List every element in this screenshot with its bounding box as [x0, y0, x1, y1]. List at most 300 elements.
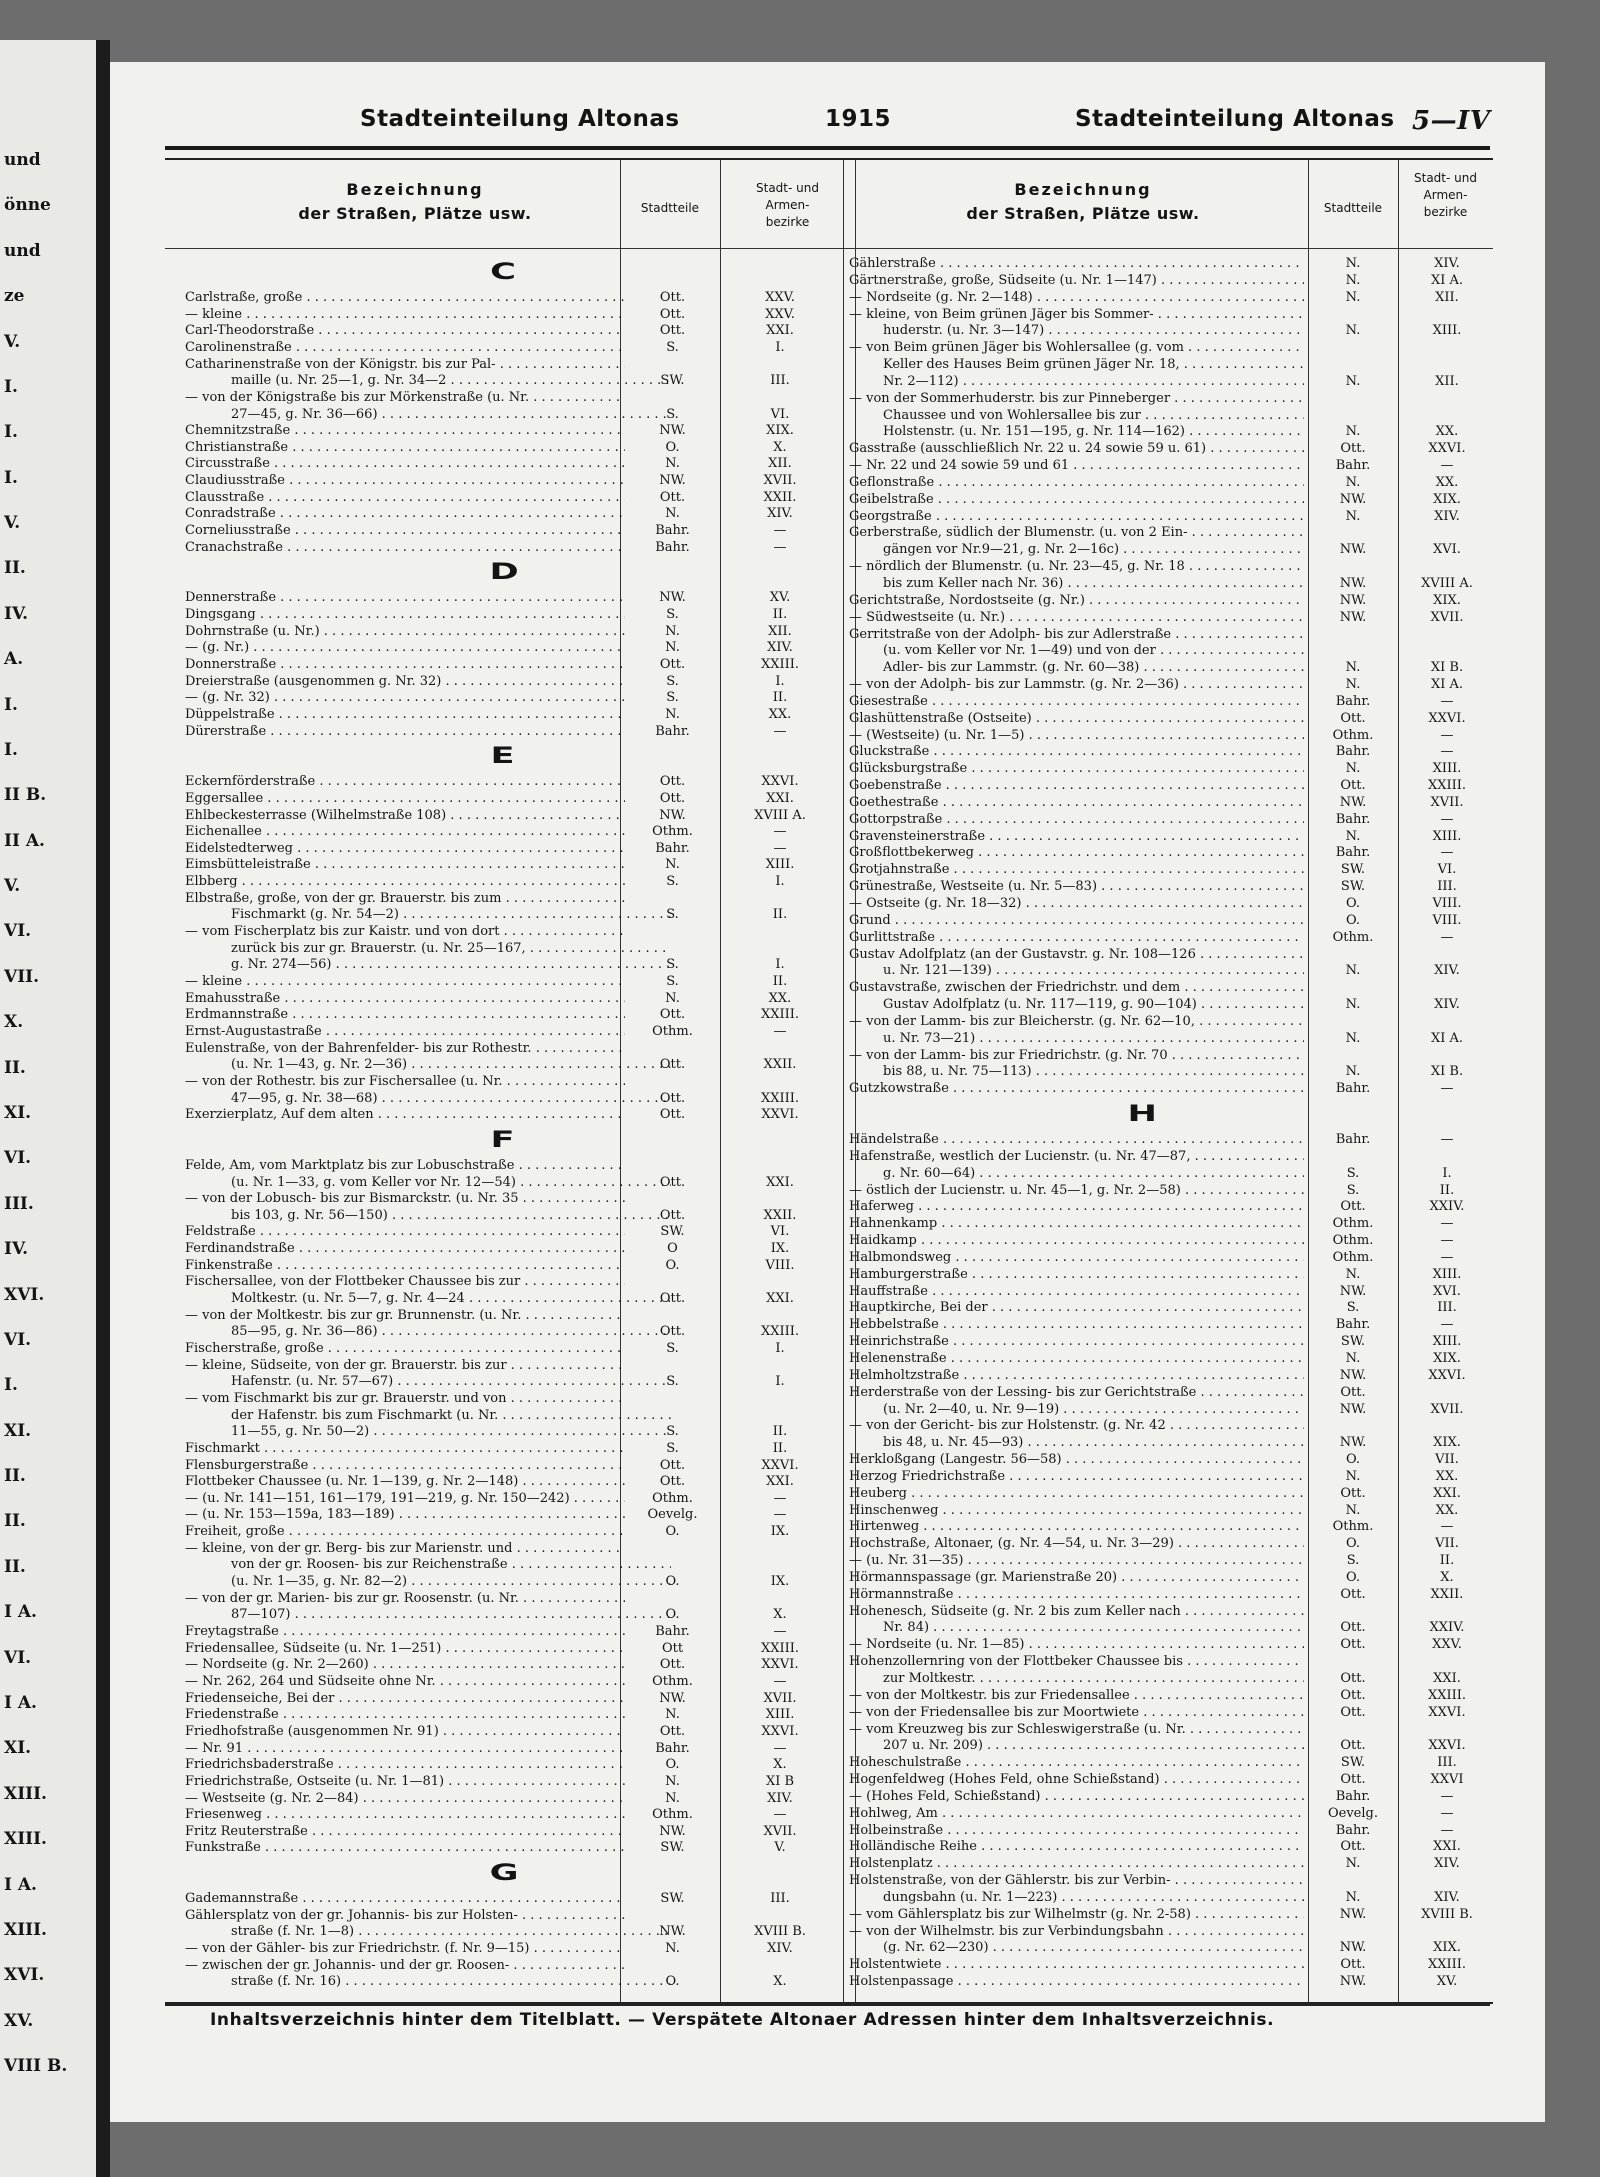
street-name: Fischmarkt (g. Nr. 54—2) . . .	[231, 907, 671, 922]
poor-district-value: XIX.	[1433, 1435, 1461, 1451]
poor-district-value: X.	[773, 439, 787, 455]
district-value: S.	[666, 1440, 679, 1456]
poor-district-value: —	[1440, 1233, 1454, 1249]
poor-district-value: II.	[772, 907, 788, 923]
district-value: NW.	[659, 473, 686, 489]
district-value: S.	[666, 907, 679, 923]
poor-district-value: X.	[773, 1607, 787, 1623]
poor-district-value: XI B	[765, 1773, 795, 1789]
street-name: Claudiusstraße . . .	[185, 473, 625, 488]
street-name: bis 103, g. Nr. 56—150) . . .	[231, 1208, 671, 1223]
district-value: NW.	[659, 807, 686, 823]
district-value: O.	[665, 1257, 680, 1273]
street-name: Heinrichstraße . . .	[849, 1334, 1304, 1349]
street-name: Catharinenstraße von der Königstr. bis zur Pal- . . .	[185, 357, 625, 372]
street-name: Ernst-Augustastraße . . .	[185, 1024, 625, 1039]
poor-district-value: XXV.	[765, 290, 795, 305]
street-name: Conradstraße . . .	[185, 506, 625, 521]
district-value: Ott.	[659, 306, 686, 322]
district-value: N.	[1345, 1468, 1361, 1484]
street-name: Gärtnerstraße, große, Südseite (u. Nr. 1—147) . . .	[849, 273, 1304, 288]
poor-district-value: XVIII B.	[1421, 1906, 1473, 1922]
poor-district-value: IX.	[770, 1241, 790, 1257]
previous-page-fragment: V.	[4, 331, 21, 352]
street-name: Gutzkowstraße . . .	[849, 1081, 1304, 1096]
district-value: NW.	[1339, 1367, 1367, 1383]
street-name: — östlich der Lucienstr. u. Nr. 45—1, g. Nr. 2—58) . . .	[849, 1183, 1304, 1198]
district-value: Bahr.	[1335, 1822, 1371, 1838]
street-name: Holstentwiete . . .	[849, 1957, 1304, 1972]
previous-page-fragment: V.	[4, 513, 21, 534]
district-value: Ott.	[1340, 1687, 1366, 1703]
street-name: Holländische Reihe . . .	[849, 1839, 1304, 1854]
poor-district-value: I.	[775, 1340, 785, 1356]
district-value: SW.	[1340, 862, 1366, 878]
district-value: Ott.	[1340, 1586, 1366, 1602]
district-value: Ott.	[1340, 1637, 1366, 1653]
street-name: Haidkamp . . .	[849, 1233, 1304, 1248]
street-name: — von der Moltkestr. bis zur gr. Brunnenstr. (u. Nr. . . .	[185, 1308, 625, 1323]
street-name: Corneliusstraße . . .	[185, 523, 625, 538]
previous-page-fragment: IV.	[4, 1239, 29, 1260]
street-name: Holstenplatz . . .	[849, 1856, 1304, 1871]
street-name: — von der Wilhelmstr. bis zur Verbindungsbahn . . .	[849, 1924, 1304, 1939]
street-name: Hörmannstraße . . .	[849, 1587, 1304, 1602]
district-value: Ott.	[659, 1474, 686, 1490]
street-name: zur Moltkestr. . . .	[883, 1671, 1304, 1686]
poor-district-value: II.	[772, 607, 788, 623]
poor-district-value: XXI.	[766, 1474, 794, 1490]
section-letter: H	[1127, 1102, 1157, 1128]
district-value: N.	[665, 456, 680, 472]
poor-district-value: XIII.	[765, 1707, 795, 1723]
district-value: NW.	[1339, 1401, 1367, 1417]
street-name: Eggersallee . . .	[185, 791, 625, 806]
poor-district-value: I.	[775, 339, 785, 355]
street-name: (u. Nr. 1—33, g. vom Keller vor Nr. 12—54) . . .	[231, 1175, 671, 1190]
street-name: Hamburgerstraße . . .	[849, 1267, 1304, 1282]
street-name: — kleine, Südseite, von der gr. Brauerstr. bis zur . . .	[185, 1358, 625, 1373]
street-name: bis 48, u. Nr. 45—93) . . .	[883, 1435, 1304, 1450]
street-name: Nr. 2—112) . . .	[883, 374, 1304, 389]
district-value: N.	[1345, 761, 1361, 777]
district-value: Ott.	[1340, 1839, 1366, 1855]
street-name: Keller des Hauses Beim grünen Jäger Nr. 18, . . .	[883, 357, 1304, 372]
poor-district-value: XXI.	[766, 790, 794, 806]
street-name: Christianstraße . . .	[185, 440, 625, 455]
poor-district-value: XXII.	[763, 1207, 797, 1223]
district-value: Ott.	[1340, 1957, 1366, 1973]
poor-district-value: XVI.	[1433, 542, 1461, 558]
poor-district-value: XIII.	[1432, 761, 1462, 777]
district-value: S.	[666, 1374, 679, 1390]
district-value: O.	[1345, 912, 1361, 928]
street-name: — (g. Nr. 32) . . .	[185, 690, 625, 705]
previous-page-fragment: I A.	[4, 1692, 37, 1713]
district-value: NW.	[1339, 1435, 1367, 1451]
poor-heading-line3: bezirke	[765, 215, 810, 229]
poor-district-value: XVII.	[1430, 794, 1464, 810]
district-value: Bahr.	[1335, 1132, 1371, 1148]
poor-district-value: III.	[770, 1891, 790, 1907]
district-value: O.	[1345, 1452, 1361, 1468]
district-value: S.	[666, 1424, 679, 1440]
footer-rule	[165, 2004, 1490, 2006]
poor-district-value: XXIV.	[1429, 1199, 1465, 1215]
street-name: Hohenzollernring von der Flottbeker Chaussee bis . . .	[849, 1654, 1304, 1669]
district-value: NW.	[659, 423, 686, 439]
district-value: Bahr.	[1335, 1317, 1371, 1333]
poor-district-value: XIX.	[1433, 1940, 1461, 1956]
district-value: Bahr.	[1335, 744, 1371, 760]
street-name: Gasstraße (ausschließlich Nr. 22 u. 24 sowie 59 u. 61) . . .	[849, 441, 1304, 456]
district-value: S.	[666, 339, 679, 355]
poor-district-value: II.	[772, 1440, 788, 1456]
district-value: S.	[666, 874, 679, 890]
column-divider	[843, 160, 844, 2002]
street-name: zurück bis zur gr. Brauerstr. (u. Nr. 25—167, . . .	[231, 941, 671, 956]
street-name: Eichenallee . . .	[185, 824, 625, 839]
poor-district-value: VIII.	[1432, 895, 1462, 911]
street-name: Hinschenweg . . .	[849, 1503, 1304, 1518]
poor-district-value: XIV.	[1434, 256, 1460, 271]
previous-page-fragment: II.	[4, 1466, 26, 1487]
district-value: N.	[665, 1941, 680, 1957]
street-name: — von der Adolph- bis zur Lammstr. (g. Nr. 2—36) . . .	[849, 677, 1304, 692]
street-name: — (u. Nr. 141—151, 161—179, 191—219, g. Nr. 150—242) . . .	[185, 1491, 625, 1506]
street-name: Holstenpassage . . .	[849, 1974, 1304, 1989]
poor-district-value: XXIII.	[760, 1007, 800, 1023]
street-name: Hogenfeldweg (Hohes Feld, ohne Schießstand) . . .	[849, 1772, 1304, 1787]
poor-district-value: XXVI.	[761, 1657, 799, 1673]
poor-district-value: III.	[1437, 1300, 1457, 1316]
district-value: SW.	[660, 373, 685, 389]
poor-district-value: XI A.	[1430, 677, 1464, 693]
district-heading-right: Stadtteile	[1323, 201, 1383, 215]
poor-heading-line1: Stadt- und	[756, 181, 819, 195]
poor-district-value: I.	[775, 1374, 785, 1390]
poor-district-value: XIV.	[767, 640, 793, 656]
district-value: Bahr.	[1335, 811, 1371, 827]
street-name: Gustav Adolfplatz (u. Nr. 117—119, g. 90—104) . . .	[883, 997, 1304, 1012]
header-year: 1915	[825, 106, 892, 132]
poor-district-value: I.	[775, 673, 785, 689]
poor-district-value: XIII.	[765, 857, 795, 873]
street-name: Carolinenstraße . . .	[185, 340, 625, 355]
street-name: Herzog Friedrichstraße . . .	[849, 1469, 1304, 1484]
previous-page-fragment: XV.	[4, 2010, 34, 2031]
poor-district-value: XXIII.	[760, 1090, 800, 1106]
district-value: S.	[666, 607, 679, 623]
district-value: N.	[1345, 373, 1361, 389]
previous-page-fragment: III.	[4, 1193, 34, 1214]
heading-rule	[165, 248, 875, 249]
poor-district-value: —	[1440, 1822, 1454, 1838]
street-name: Erdmannstraße . . .	[185, 1007, 625, 1022]
street-name: Carlstraße, große . . .	[185, 290, 625, 305]
poor-district-value: XXIII.	[1427, 778, 1467, 794]
street-name: Hebbelstraße . . .	[849, 1317, 1304, 1332]
street-name: Hauffstraße . . .	[849, 1284, 1304, 1299]
street-name: Felde, Am, vom Marktplatz bis zur Lobuschstraße . . .	[185, 1158, 625, 1173]
street-name: von der gr. Roosen- bis zur Reichenstraße . . .	[231, 1557, 671, 1572]
district-value: S.	[666, 690, 679, 706]
street-name: Glashüttenstraße (Ostseite) . . .	[849, 711, 1304, 726]
street-name: Eulenstraße, von der Bahrenfelder- bis zur Rothestr. . . .	[185, 1041, 625, 1056]
street-name: Gurlittstraße . . .	[849, 930, 1304, 945]
poor-district-value: XIV.	[1434, 1856, 1460, 1872]
previous-page-fragment: XIII.	[4, 1783, 47, 1804]
district-value: O.	[665, 1524, 680, 1540]
street-name: Grund . . .	[849, 913, 1304, 928]
poor-district-value: XXVI.	[761, 1723, 799, 1739]
poor-district-value: —	[1440, 744, 1454, 760]
poor-district-value: X.	[773, 1974, 787, 1990]
street-name: Großflottbekerweg . . .	[849, 845, 1304, 860]
poor-district-value: —	[1440, 1132, 1454, 1148]
district-value: N.	[1345, 1030, 1361, 1046]
street-name: Helenenstraße . . .	[849, 1351, 1304, 1366]
street-name: Holstenstraße, von der Gählerstr. bis zur Verbin- . . .	[849, 1873, 1304, 1888]
section-letter: C	[490, 260, 517, 285]
district-value: N.	[1345, 289, 1361, 305]
street-name: Adler- bis zur Lammstr. (g. Nr. 60—38) . . .	[883, 660, 1304, 675]
poor-district-value: XIII.	[1432, 1334, 1462, 1350]
street-name: — kleine, von der gr. Berg- bis zur Marienstr. und . . .	[185, 1541, 625, 1556]
street-name: Händelstraße . . .	[849, 1132, 1304, 1147]
district-value: N.	[1345, 997, 1361, 1013]
district-value: NW.	[659, 1690, 686, 1706]
district-value: Ott	[661, 1640, 684, 1656]
previous-page-fragment: XIII.	[4, 1829, 47, 1850]
district-value: N.	[665, 506, 680, 522]
poor-district-value: I.	[775, 874, 785, 890]
previous-page-fragment: VI.	[4, 1148, 32, 1169]
street-name: Gustav Adolfplatz (an der Gustavstr. g. Nr. 108—126 . . .	[849, 947, 1304, 962]
street-name: Hoheschulstraße . . .	[849, 1755, 1304, 1770]
street-name: Fischmarkt . . .	[185, 1441, 625, 1456]
district-value: Bahr.	[655, 1740, 690, 1756]
street-name: Friedenstraße . . .	[185, 1707, 625, 1722]
previous-page-fragment: I A.	[4, 1602, 37, 1623]
poor-district-value: XIV.	[767, 1941, 793, 1957]
section-letter: G	[489, 1861, 519, 1887]
district-value: Bahr.	[1335, 1788, 1371, 1804]
district-value: N.	[665, 706, 680, 722]
poor-district-value: XXIII.	[760, 656, 800, 672]
poor-district-value: —	[773, 840, 787, 856]
street-name: Helmholtzstraße . . .	[849, 1368, 1304, 1383]
street-name: Grünestraße, Westseite (u. Nr. 5—83) . . .	[849, 879, 1304, 894]
street-name: — (u. Nr. 153—159a, 183—189) . . .	[185, 1507, 625, 1522]
street-name: Haferweg . . .	[849, 1199, 1304, 1214]
district-value: N.	[665, 640, 680, 656]
street-name: Emahusstraße . . .	[185, 991, 625, 1006]
poor-district-value: —	[773, 1023, 787, 1039]
poor-district-value: —	[1440, 1249, 1454, 1265]
district-value: Ott.	[659, 656, 686, 672]
district-value: S.	[666, 406, 679, 422]
district-value: Ott.	[1340, 1199, 1366, 1215]
district-value: N.	[1345, 677, 1361, 693]
poor-district-value: VIII.	[1432, 912, 1462, 928]
poor-district-value: XXI.	[766, 1174, 794, 1190]
poor-district-value: XXIII.	[1427, 1687, 1467, 1703]
poor-district-value: —	[773, 1807, 787, 1823]
poor-district-value: XXVI.	[1428, 1704, 1466, 1720]
district-value: Othm.	[652, 1490, 693, 1506]
poor-district-value: XXI.	[1433, 1671, 1461, 1686]
previous-page-fragment: önne	[4, 195, 51, 216]
district-value: Bahr.	[655, 723, 690, 739]
poor-district-value: XXI.	[1433, 1485, 1461, 1501]
street-name: Eidelstedterweg . . .	[185, 841, 625, 856]
street-name: — kleine . . .	[185, 974, 625, 989]
district-value: SW.	[1340, 1755, 1366, 1771]
street-name: Gustavstraße, zwischen der Friedrichstr. und dem . . .	[849, 980, 1304, 995]
district-value: Othm.	[1332, 1519, 1374, 1535]
street-name: — von der Rothestr. bis zur Fischersallee (u. Nr. . . .	[185, 1074, 625, 1089]
poor-district-value: XX.	[1435, 424, 1459, 440]
district-value: Ott.	[659, 323, 686, 339]
column-divider	[1308, 160, 1309, 2002]
district-value: SW.	[660, 1891, 685, 1907]
district-value: Ott.	[659, 1007, 686, 1023]
district-value: Ott.	[659, 1090, 686, 1106]
poor-district-value: XXI.	[1433, 1839, 1461, 1855]
district-value: N.	[665, 1707, 680, 1723]
district-value: NW.	[1339, 542, 1367, 558]
street-name: Elbberg . . .	[185, 874, 625, 889]
previous-page-fragment: XVI.	[4, 1284, 45, 1305]
poor-district-value: —	[1440, 727, 1454, 743]
district-value: N.	[1345, 272, 1361, 288]
street-name: Goethestraße . . .	[849, 795, 1304, 810]
district-value: Ott.	[1340, 441, 1366, 457]
street-name: — von der Gähler- bis zur Friedrichstr. (f. Nr. 9—15) . . .	[185, 1941, 625, 1956]
street-name: straße (f. Nr. 16) . . .	[231, 1974, 671, 1989]
poor-district-value: XVIII A.	[754, 807, 806, 823]
header-left-title: Stadteinteilung Altonas	[360, 106, 680, 132]
poor-district-value: XVII.	[1430, 609, 1464, 625]
previous-page-fragment: XI.	[4, 1420, 32, 1441]
poor-district-value: XXII.	[763, 1057, 797, 1073]
poor-district-value: I.	[1442, 1165, 1452, 1181]
district-value: Othm.	[1332, 1233, 1374, 1249]
district-value: Ott.	[1340, 1620, 1366, 1636]
street-name: Dohrnstraße (u. Nr.) . . .	[185, 624, 625, 639]
district-value: S.	[1346, 1553, 1360, 1569]
poor-district-value: II.	[1439, 1553, 1455, 1569]
district-value: S.	[666, 957, 679, 973]
street-name: — (g. Nr.) . . .	[185, 640, 625, 655]
street-name: u. Nr. 121—139) . . .	[883, 963, 1304, 978]
section-letter: D	[489, 560, 519, 586]
street-name: Herkloßgang (Langestr. 56—58) . . .	[849, 1452, 1304, 1467]
poor-district-value: V.	[774, 1840, 786, 1856]
street-name: Freytagstraße . . .	[185, 1624, 625, 1639]
poor-district-value: XII.	[768, 456, 792, 472]
previous-page-fragment: XI.	[4, 1103, 32, 1124]
district-value: SW.	[660, 1840, 685, 1856]
poor-district-value: —	[773, 523, 787, 539]
poor-district-value: VI.	[770, 406, 790, 422]
poor-district-value: XIV.	[1434, 963, 1460, 979]
poor-district-value: XIX.	[1433, 491, 1461, 507]
street-name: Georgstraße . . .	[849, 509, 1304, 524]
street-name: (u. vom Keller vor Nr. 1—49) und von der . . .	[883, 643, 1304, 658]
street-name: — Westseite (g. Nr. 2—84) . . .	[185, 1791, 625, 1806]
previous-page-fragment: VI.	[4, 1647, 32, 1668]
column-divider	[720, 160, 721, 2002]
header-right-title: Stadteinteilung Altonas	[1075, 106, 1395, 132]
street-name: Giesestraße . . .	[849, 694, 1304, 709]
street-name: — kleine . . .	[185, 307, 625, 322]
poor-district-value: XIII.	[1432, 828, 1462, 844]
district-value: NW.	[659, 1823, 686, 1839]
street-name: Elbstraße, große, von der gr. Brauerstr. bis zum . . .	[185, 891, 625, 906]
street-name: Fritz Reuterstraße . . .	[185, 1824, 625, 1839]
district-value: N.	[1345, 660, 1361, 676]
street-name: Friedrichsbaderstraße . . .	[185, 1757, 625, 1772]
street-name: Geibelstraße . . .	[849, 492, 1304, 507]
district-value: O.	[665, 1757, 680, 1773]
street-name: Gählerstraße . . .	[849, 256, 1304, 271]
street-name: Dreierstraße (ausgenommen g. Nr. 32) . . .	[185, 674, 625, 689]
street-name: Halbmondsweg . . .	[849, 1250, 1304, 1265]
street-name: — von der Lamm- bis zur Friedrichstr. (g. Nr. 70 . . .	[849, 1048, 1304, 1063]
district-value: S.	[666, 673, 679, 689]
poor-district-value: II.	[772, 1424, 788, 1440]
street-name: Gluckstraße . . .	[849, 744, 1304, 759]
poor-district-value: XX.	[768, 706, 792, 722]
street-name: — von der gr. Marien- bis zur gr. Roosenstr. (u. Nr. . . .	[185, 1591, 625, 1606]
previous-page-fragment: VI.	[4, 1329, 32, 1350]
poor-district-value: XXIII.	[1427, 1957, 1467, 1973]
poor-district-value: —	[773, 723, 787, 739]
district-value: Ott.	[659, 489, 686, 505]
district-value: N.	[1345, 1856, 1361, 1872]
district-value: Othm.	[652, 1807, 693, 1823]
district-value: Ott.	[1340, 1671, 1366, 1686]
street-name: — von der Moltkestr. bis zur Friedensallee . . .	[849, 1688, 1304, 1703]
district-value: Bahr.	[655, 539, 690, 555]
street-name: 87—107) . . .	[231, 1607, 671, 1622]
poor-district-value: IX.	[770, 1524, 790, 1540]
district-value: N.	[1345, 963, 1361, 979]
district-value: NW.	[1339, 592, 1367, 608]
previous-page-fragment: VI.	[4, 921, 32, 942]
previous-page-fragment: II.	[4, 558, 26, 579]
poor-district-value: XXVI.	[1428, 1738, 1466, 1754]
district-value: Bahr.	[655, 1624, 690, 1640]
street-name: 47—95, g. Nr. 38—68) . . .	[231, 1091, 671, 1106]
district-value: N.	[1345, 1266, 1361, 1282]
designation-heading-line2: der Straßen, Plätze usw.	[966, 204, 1200, 223]
poor-heading-line2: Armen-	[1423, 188, 1468, 202]
district-value: N.	[1345, 1889, 1361, 1905]
previous-page-strip	[0, 40, 99, 2177]
district-value: S.	[666, 1340, 679, 1356]
district-value: Bahr.	[1335, 845, 1371, 861]
street-name: gängen vor Nr.9—21, g. Nr. 2—16c) . . .	[883, 542, 1304, 557]
poor-district-value: VI.	[770, 1224, 790, 1240]
street-name: — von der Sommerhuderstr. bis zur Pinneberger . . .	[849, 391, 1304, 406]
street-name: Glücksburgstraße . . .	[849, 761, 1304, 776]
poor-district-value: II.	[772, 974, 788, 989]
poor-district-value: XX.	[1435, 1502, 1459, 1518]
street-name: (u. Nr. 2—40, u. Nr. 9—19) . . .	[883, 1402, 1304, 1417]
